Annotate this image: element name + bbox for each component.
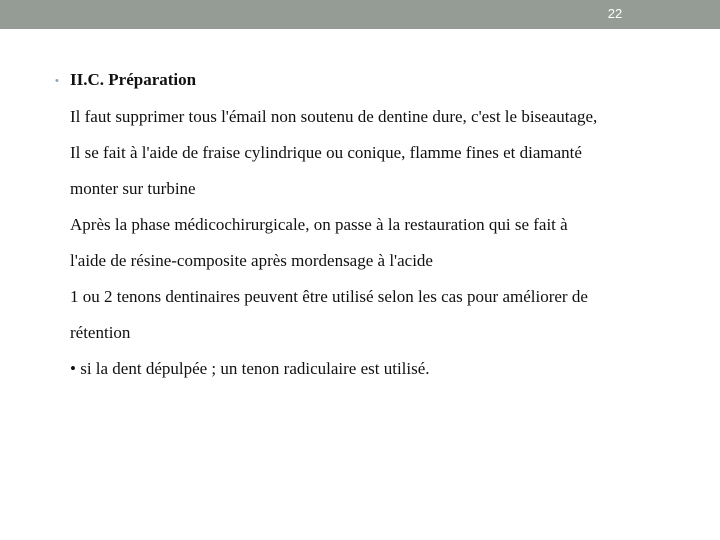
body-line: 1 ou 2 tenons dentinaires peuvent être utilisé selon les cas pour améliorer de xyxy=(70,287,588,306)
slide-number: 22 xyxy=(607,6,623,21)
body-line: • si la dent dépulpée ; un tenon radiculaire est utilisé. xyxy=(70,359,430,378)
section-heading: II.C. Préparation xyxy=(70,70,197,89)
body-line: monter sur turbine xyxy=(70,179,196,198)
body-line: Après la phase médicochirurgicale, on passe à la restauration qui se fait à xyxy=(70,215,568,234)
bullet-icon: • xyxy=(55,75,59,87)
body-line: Il se fait à l'aide de fraise cylindrique ou conique, flamme fines et diamanté xyxy=(70,143,582,162)
body-line: rétention xyxy=(70,323,131,342)
body-line: l'aide de résine-composite après mordensage à l'acide xyxy=(70,251,433,270)
body-line: Il faut supprimer tous l'émail non soutenu de dentine dure, c'est le biseautage, xyxy=(70,107,598,126)
